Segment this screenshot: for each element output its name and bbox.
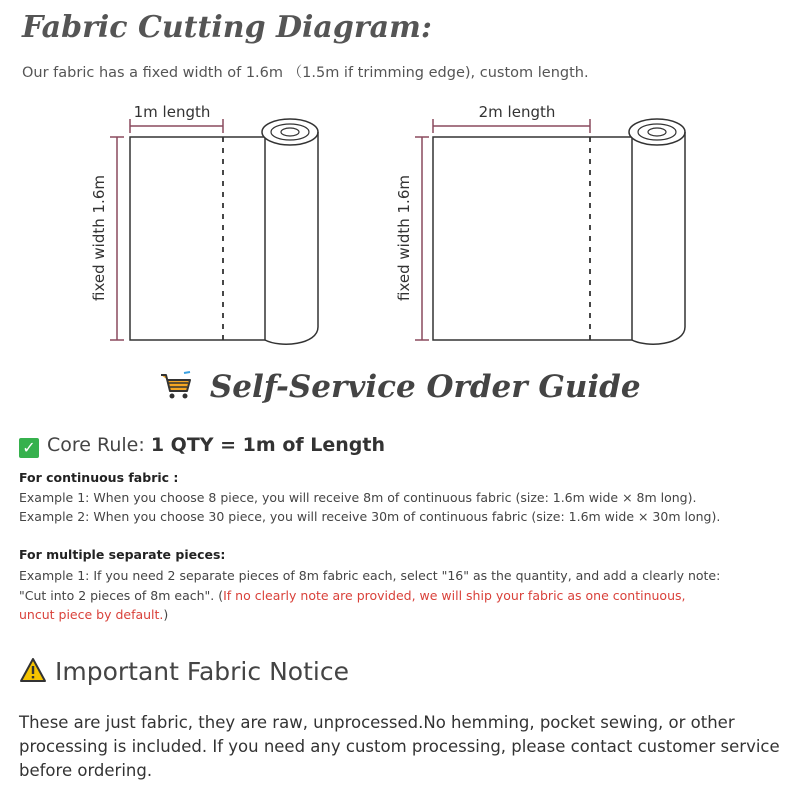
closing-paren: ) xyxy=(163,607,169,622)
width-label: fixed width 1.6m xyxy=(395,175,413,301)
cutting-diagram-2m xyxy=(385,95,695,355)
length-label: 1m length xyxy=(133,103,211,121)
separate-example-line-1: Example 1: If you need 2 separate pieces of 8m fabric each, select "16" as the quantity, and add a clearly note: xyxy=(19,568,721,583)
width-label: fixed width 1.6m xyxy=(90,175,108,301)
cutting-diagram-1m xyxy=(80,95,330,355)
order-guide-title-text: Self-Service Order Guide xyxy=(209,369,641,405)
notice-title xyxy=(19,657,349,689)
shopping-cart-icon xyxy=(159,370,203,405)
check-icon: ✓ xyxy=(19,438,39,458)
separate-example-line-2 xyxy=(19,586,686,605)
continuous-heading: For continuous fabric : xyxy=(19,470,179,485)
separate-note-text: "Cut into 2 pieces of 8m each". ( xyxy=(19,588,224,603)
page-title: Fabric Cutting Diagram: xyxy=(22,10,432,45)
continuous-example-2: Example 2: When you choose 30 piece, you will receive 30m of continuous fabric (size: 1.6m wide × 30m long). xyxy=(19,509,721,524)
fabric-width-note: Our fabric has a fixed width of 1.6m （1.5m if trimming edge), custom length. xyxy=(22,65,589,81)
separate-heading: For multiple separate pieces: xyxy=(19,547,226,562)
core-rule-label: Core Rule: xyxy=(47,434,145,456)
length-label: 2m length xyxy=(478,103,556,121)
default-shipping-warning: If no clearly note are provided, we will ship your fabric as one continuous, xyxy=(223,588,686,603)
notice-body: These are just fabric, they are raw, unprocessed.No hemming, pocket sewing, or other processing is included. If you need any custom processing, please contact customer service before ordering. xyxy=(19,713,780,780)
separate-example-line-3 xyxy=(19,605,168,624)
continuous-example-1: Example 1: When you choose 8 piece, you will receive 8m of continuous fabric (size: 1.6m wide × 8m long). xyxy=(19,490,697,505)
core-rule xyxy=(19,434,385,458)
order-guide-title xyxy=(0,369,800,405)
default-shipping-warning-end: uncut piece by default. xyxy=(19,607,164,622)
core-rule-value: 1 QTY = 1m of Length xyxy=(150,434,385,456)
notice-title-text: Important Fabric Notice xyxy=(55,657,349,686)
warning-icon xyxy=(19,657,47,689)
